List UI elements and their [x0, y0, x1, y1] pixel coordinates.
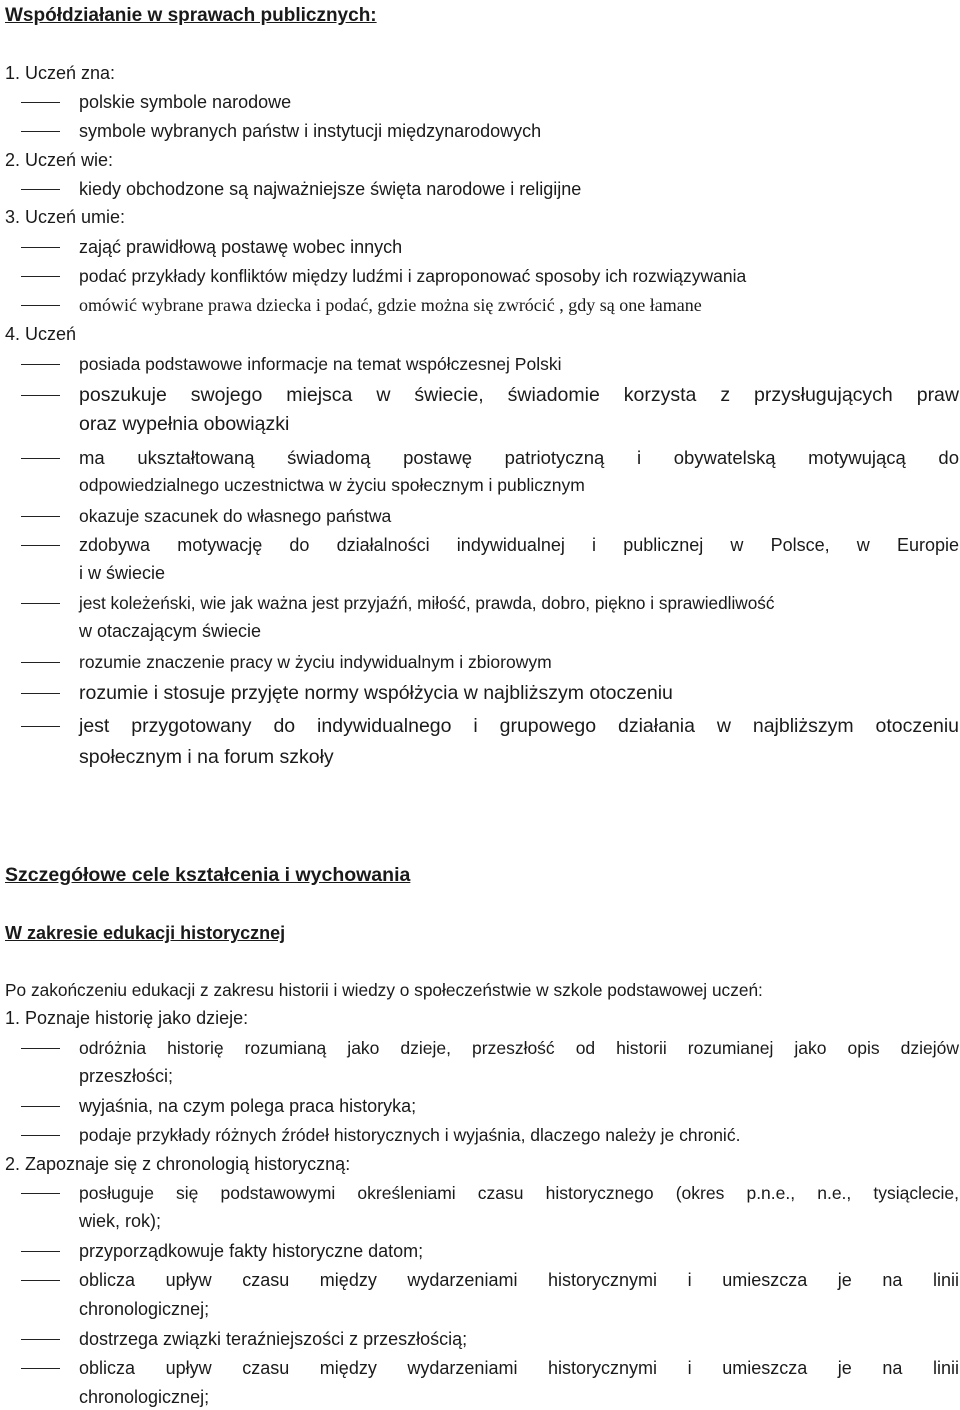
dash-bullet: [21, 102, 60, 103]
numbered-item-1: 1. Uczeń zna:: [5, 63, 116, 83]
bullet-text: ma ukształtowaną świadomą postawę patriotyczną i obywatelską motywującą do: [79, 447, 959, 468]
dash-bullet: [21, 1048, 60, 1049]
bullet-text: odróżnia historię rozumianą jako dzieje, przeszłość od historii rozumianej jako opis dziejów: [79, 1038, 959, 1058]
dash-bullet: [21, 603, 60, 604]
dash-bullet: [21, 662, 60, 663]
dash-bullet: [21, 1280, 60, 1281]
numbered-item-3: 3. Uczeń umie:: [5, 207, 126, 227]
bullet-text: wyjaśnia, na czym polega praca historyka;: [79, 1096, 417, 1116]
dash-bullet: [21, 458, 60, 459]
bullet-text: okazuje szacunek do własnego państwa: [79, 506, 392, 526]
bullet-text: omówić wybrane prawa dziecka i podać, gdzie można się zwrócić , gdy są one łamane: [79, 295, 702, 315]
dash-bullet: [21, 305, 60, 306]
intro-paragraph: Po zakończeniu edukacji z zakresu historii i wiedzy o społeczeństwie w szkole podstawowej uczeń:: [5, 980, 763, 1000]
dash-bullet: [21, 1251, 60, 1252]
bullet-text: symbole wybranych państw i instytucji międzynarodowych: [79, 121, 542, 141]
section-heading-history: W zakresie edukacji historycznej: [5, 923, 286, 943]
section-heading-detailed-goals: Szczegółowe cele kształcenia i wychowania: [5, 864, 411, 886]
dash-bullet: [21, 247, 60, 248]
bullet-text: poszukuje swojego miejsca w świecie, świadomie korzysta z przysługujących praw: [79, 384, 959, 406]
bullet-text: dostrzega związki teraźniejszości z przeszłością;: [79, 1329, 468, 1349]
bullet-text-continued: oraz wypełnia obowiązki: [79, 413, 290, 435]
numbered-item-2: 2. Uczeń wie:: [5, 150, 114, 170]
bullet-text: jest koleżeński, wie jak ważna jest przyjaźń, miłość, prawda, dobro, piękno i sprawiedliwość: [79, 593, 775, 613]
dash-bullet: [21, 395, 60, 396]
bullet-text: posługuje się podstawowymi określeniami czasu historycznego (okres p.n.e., n.e., tysiąclecie,: [79, 1183, 959, 1203]
bullet-text: rozumie znaczenie pracy w życiu indywidualnym i zbiorowym: [79, 652, 552, 672]
dash-bullet: [21, 516, 60, 517]
bullet-text: zająć prawidłową postawę wobec innych: [79, 237, 403, 257]
bullet-text: oblicza upływ czasu między wydarzeniami historycznymi i umieszcza je na linii: [79, 1270, 959, 1290]
dash-bullet: [21, 1368, 60, 1369]
numbered-item-1-history: 1. Poznaje historię jako dzieje:: [5, 1008, 249, 1028]
bullet-text: podać przykłady konfliktów między ludźmi i zaproponować sposoby ich rozwiązywania: [79, 266, 747, 286]
section-heading-cooperation: Współdziałanie w sprawach publicznych:: [5, 5, 377, 26]
bullet-text-continued: chronologicznej;: [79, 1299, 210, 1319]
bullet-text-continued: i w świecie: [79, 563, 166, 583]
dash-bullet: [21, 276, 60, 277]
bullet-text: jest przygotowany do indywidualnego i grupowego działania w najbliższym otoczeniu: [79, 715, 959, 737]
dash-bullet: [21, 1339, 60, 1340]
numbered-item-4: 4. Uczeń: [5, 324, 77, 344]
dash-bullet: [21, 131, 60, 132]
bullet-text-continued: chronologicznej;: [79, 1387, 210, 1407]
dash-bullet: [21, 1193, 60, 1194]
bullet-text: podaje przykłady różnych źródeł historycznych i wyjaśnia, dlaczego należy je chronić.: [79, 1125, 741, 1145]
dash-bullet: [21, 189, 60, 190]
dash-bullet: [21, 726, 60, 727]
bullet-text-continued: w otaczającym świecie: [79, 621, 262, 641]
bullet-text-continued: odpowiedzialnego uczestnictwa w życiu społecznym i publicznym: [79, 475, 585, 495]
bullet-text: kiedy obchodzone są najważniejsze święta narodowe i religijne: [79, 179, 582, 199]
dash-bullet: [21, 545, 60, 546]
dash-bullet: [21, 1106, 60, 1107]
bullet-text: polskie symbole narodowe: [79, 92, 292, 112]
dash-bullet: [21, 364, 60, 365]
bullet-text-continued: społecznym i na forum szkoły: [79, 746, 334, 768]
bullet-text-continued: przeszłości;: [79, 1066, 174, 1086]
bullet-text: zdobywa motywację do działalności indywidualnej i publicznej w Polsce, w Europie: [79, 535, 959, 555]
numbered-item-2-history: 2. Zapoznaje się z chronologią historyczną:: [5, 1154, 351, 1174]
dash-bullet: [21, 1135, 60, 1136]
bullet-text-continued: wiek, rok);: [79, 1211, 162, 1231]
bullet-text: posiada podstawowe informacje na temat współczesnej Polski: [79, 354, 562, 374]
dash-bullet: [21, 693, 60, 694]
bullet-text: przyporządkowuje fakty historyczne datom;: [79, 1241, 424, 1261]
bullet-text: rozumie i stosuje przyjęte normy współżycia w najbliższym otoczeniu: [79, 682, 673, 704]
bullet-text: oblicza upływ czasu między wydarzeniami historycznymi i umieszcza je na linii: [79, 1358, 959, 1378]
